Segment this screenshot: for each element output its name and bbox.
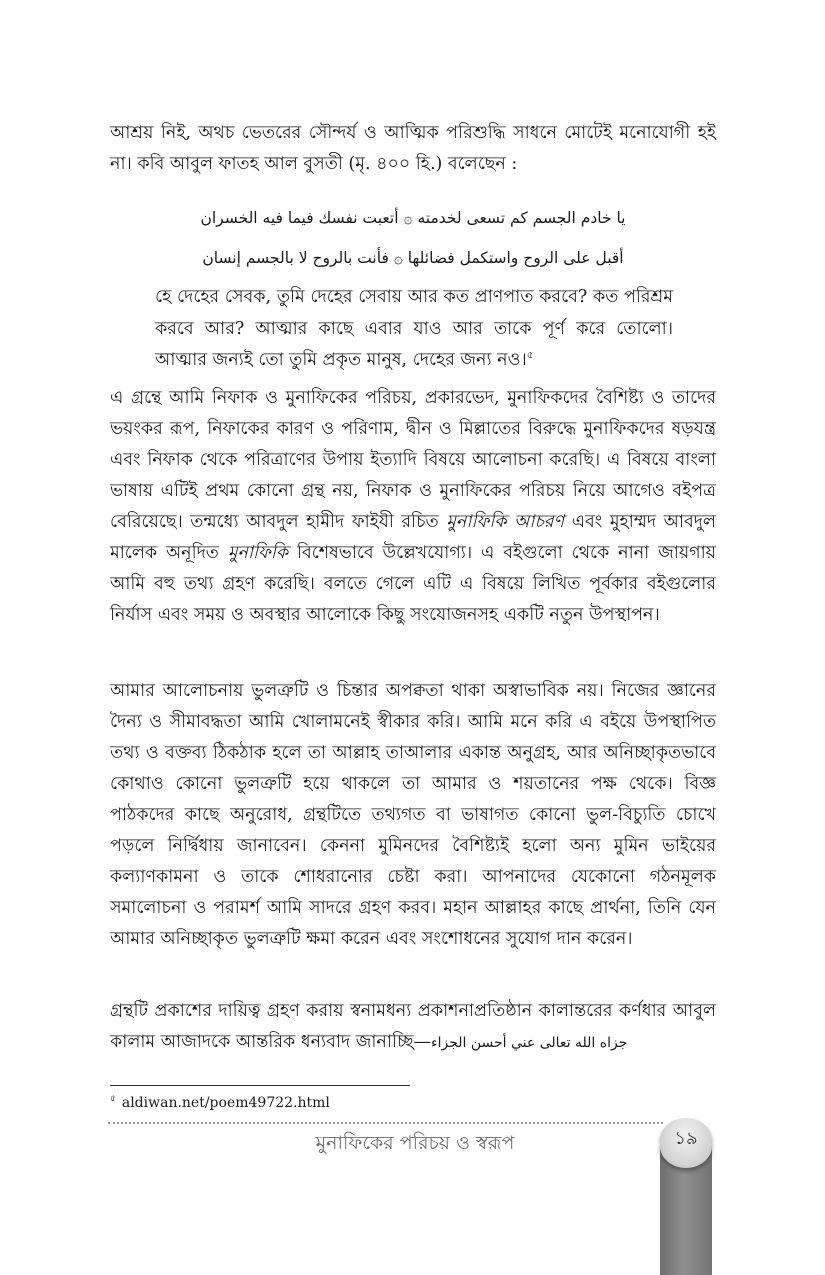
arabic-dua: جزاه الله تعالى عني أحسن الجزاء [431,1035,628,1051]
arabic-verse-line-1: يا خادم الجسم كم تسعى لخدمته ۞ أتعبت نفسك فيما فيه الخسران [200,209,626,227]
verse-translation-text: হে দেহের সেবক, তুমি দেহের সেবায় আর কত প্রাণপাত করবে? কত পরিশ্রম করবে আর? আত্মার কাছে এবার যাও আর তাকে পূর্ণ করে তোলো। আত্মার জন্যই তো তুমি প্রকৃত মানুষ, দেহের জন্য নও। [155,287,673,370]
footnote-divider [110,1085,410,1086]
paragraph-intro: আশ্রয় নিই, অথচ ভেতরের সৌন্দর্য ও আত্মিক পরিশুদ্ধি সাধনে মোটেই মনোযোগী হই না। কবি আবুল ফাতহ আল বুসতী (মৃ. ৪০০ হি.) বলেছেন : [110,123,716,174]
paragraph-errors-acknowledgement: আমার আলোচনায় ভুলত্রুটি ও চিন্তার অপক্বতা থাকা অস্বাভাবিক নয়। নিজের জ্ঞানের দৈন্য ও সীমাবদ্ধতা আমি খোলামনেই স্বীকার করি। আমি মনে করি এ বইয়ে উপস্থাপিত তথ্য ও বক্তব্য ঠিকঠাক হলে তা আল্লাহ তাআলার একান্ত অনুগ্রহ, আর অনিচ্ছাকৃতভাবে কোথাও কোনো ভুলত্রুটি হয়ে থাকলে তা আমার ও শয়তানের পক্ষ থেকে। বিজ্ঞ পাঠকদের কাছে অনুরোধ, গ্রন্থটিতে তথ্যগত বা ভাষাগত কোনো ভুল-বিচ্যুতি চোখে পড়লে নির্দ্বিধায় জানাবেন। কেননা মুমিনদের বৈশিষ্ট্যই হলো অন্য মুমিন ভাইয়ের কল্যাণকামনা ও তাকে শোধরানোর চেষ্টা করা। আপনাদের যেকোনো গঠনমূলক সমালোচনা ও পরামর্শ আমি সাদরে গ্রহণ করব। মহান আল্লাহর কাছে প্রার্থনা, তিনি যেন আমার অনিচ্ছাকৃত ভুলত্রুটি ক্ষমা করেন এবং সংশোধনের সুযোগ দান করেন। [110,681,716,949]
footnote-mark: ৫ [110,1094,116,1105]
verse-translation [155,282,673,377]
footer-divider [108,1122,663,1124]
paragraph-thanks [110,996,716,1059]
paragraph-text: এ গ্রন্থে আমি নিফাক ও মুনাফিকের পরিচয়, প্রকারভেদ, মুনাফিকদের বৈশিষ্ট্য ও তাদের ভয়ংকর রূপ, নিফাকের কারণ ও পরিণাম, দ্বীন ও মিল্লাতের বিরুদ্ধে মুনাফিকদের ষড়যন্ত্র এবং নিফাক থেকে পরিত্রাণের উপায় ইত্যাদি বিষয়ে আলোচনা করেছি। এ বিষয়ে বাংলা ভাষায় এটিই প্রথম কোনো গ্রন্থ নয়, নিফাক ও মুনাফিকের পরিচয় নিয়ে আগেও বইপত্র বেরিয়েছে। তন্মধ্যে আবদুল হামীদ ফাইযী রচিত [110,388,716,532]
paragraph-text: এবং মুহাম্মদ আবদুল মালেক অনূদিত [110,512,716,563]
book-title-2: মুনাফিকি [227,543,289,563]
footnote [110,1093,330,1113]
book-title-1: মুনাফিকি আচরণ [446,512,565,532]
running-title: মুনাফিকের পরিচয় ও স্বরূপ [315,1132,515,1154]
paragraph-text: বিশেষভাবে উল্লেখযোগ্য। এ বইগুলো থেকে নানা জায়গায় আমি বহু তথ্য গ্রহণ করেছি। বলতে গেলে এটি এ বিষয়ে লিখিত পূর্বকার বইগুলোর নির্যাস এবং সময় ও অবস্থার আলোকে কিছু সংযোজনসহ একটি নতুন উপস্থাপন। [110,543,716,625]
page-number: ১৯ [674,1128,698,1149]
paragraph-text: গ্রন্থটি প্রকাশের দায়িত্ব গ্রহণ করায় স্বনামধন্য প্রকাশনাপ্রতিষ্ঠান কালান্তরের কর্ণধার আবুল কালাম আজাদকে আন্তরিক ধন্যবাদ জানাচ্ছি— [110,1001,716,1052]
footnote-reference: ৫ [526,350,534,362]
paragraph-book-overview [110,383,716,631]
arabic-verse-line-2: أقبل على الروح واستكمل فضائلها ۞ فأنت بالروح لا بالجسم إنسان [202,249,624,267]
footnote-text: aldiwan.net/poem49722.html [121,1095,330,1111]
